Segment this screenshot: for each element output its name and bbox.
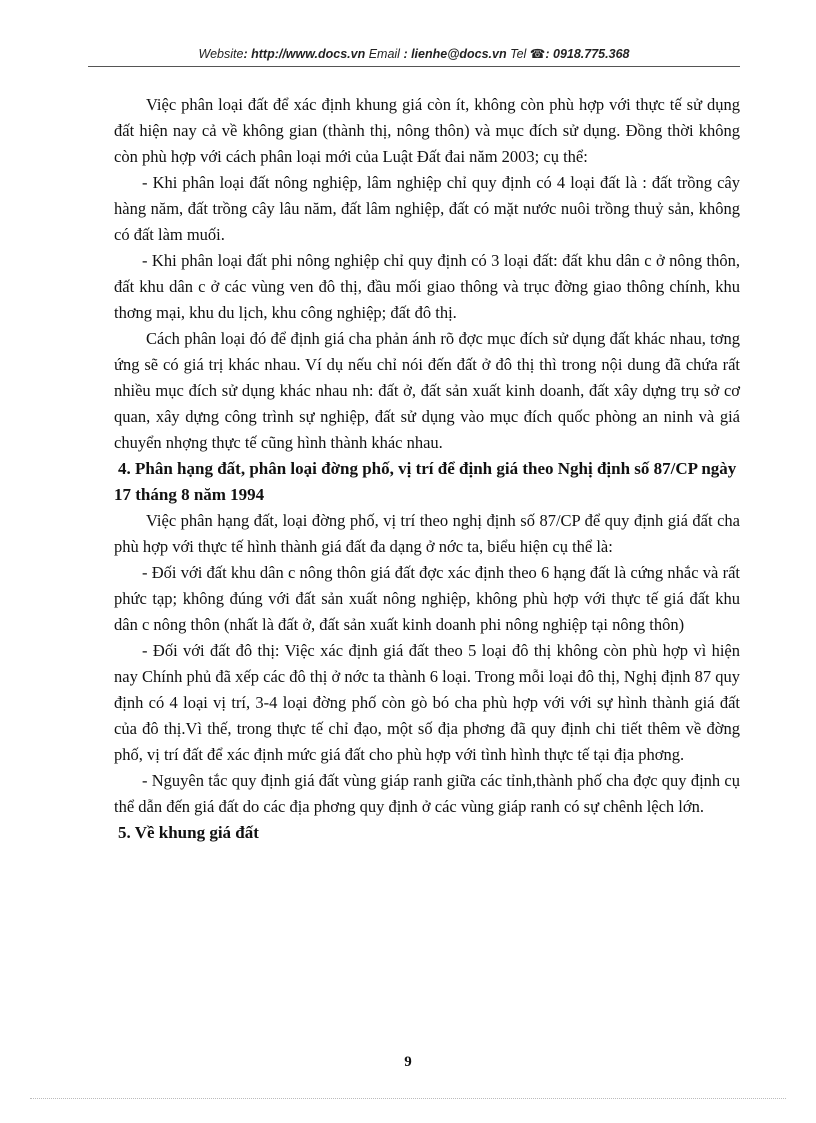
- paragraph: Việc phân loại đất để xác định khung giá còn ít, không còn phù hợp với thực tế sử dụng đất hiện nay cả về không gian (thành thị, nông thôn) và mục đích sử dụng. Đồng thời không còn phù hợp với cách phân loại mới của Luật Đất đai năm 2003; cụ thể:: [114, 95, 740, 166]
- paragraph: Cách phân loại đó để định giá cha phản ánh rõ đợc mục đích sử dụng đất khác nhau, tơng ứng sẽ có giá trị khác nhau. Ví dụ nếu chỉ nói đến đất ở đô thị thì trong nội dung đã chứa rất nhiều mục đích sử dụng khác nhau nh: đất ở, đất sản xuất kinh doanh, đất xây dựng trụ sở cơ quan, xây dựng công trình sự nghiệp, đất sử dụng vào mục đích quốc phòng an ninh và giá chuyển nhợng thực tế cũng hình thành khác nhau.: [114, 329, 740, 452]
- page-number: 9: [404, 1054, 412, 1070]
- paragraph: Việc phân hạng đất, loại đờng phố, vị trí theo nghị định số 87/CP để quy định giá đất cha phù hợp với thực tế hình thành giá đất đa dạng ở nớc ta, biểu hiện cụ thể là:: [114, 511, 740, 556]
- email-label: Email: [365, 47, 404, 61]
- bullet-paragraph: - Đối với đất khu dân c nông thôn giá đất đợc xác định theo 6 hạng đất là cứng nhắc và rất phức tạp; không đúng với đất sản xuất nông nghiệp, không phù hợp với thực tế giá đất khu dân c nông thôn (nhất là đất ở, đất sản xuất kinh doanh phi nông nghiệp tại nông thôn): [114, 563, 740, 634]
- website-label: Website: [198, 47, 244, 61]
- page-header: [88, 46, 740, 61]
- section-heading: 5. Về khung giá đất: [118, 823, 259, 842]
- footer-divider: [30, 1098, 786, 1099]
- bullet-paragraph: - Nguyên tắc quy định giá đất vùng giáp ranh giữa các tỉnh,thành phố cha đợc quy định cụ thể dẫn đến giá đất do các địa phơng quy định ở các vùng giáp ranh có sự chênh lệch lớn.: [114, 771, 740, 816]
- header-divider: [88, 66, 740, 67]
- bullet-paragraph: - Đối với đất đô thị: Việc xác định giá đất theo 5 loại đô thị không còn phù hợp vì hiện nay Chính phủ đã xếp các đô thị ở nớc ta thành 6 loại. Trong mỗi loại đô thị, Nghị định 87 quy định có 4 loại vị trí, 3-4 loại đờng phố còn gò bó cha phù hợp với với sự hình thành giá đất của đô thị.Vì thế, trong thực tế chỉ đạo, một số địa phơng đã quy định chi tiết thêm về đờng phố, vị trí đất để xác định mức giá đất cho phù hợp với tình hình thực tế tại địa phơng.: [114, 641, 740, 764]
- bullet-paragraph: - Khi phân loại đất phi nông nghiệp chỉ quy định có 3 loại đất: đất khu dân c ở nông thôn, đất khu dân c ở các vùng ven đô thị, đầu mối giao thông và trục đờng giao thông chính, khu thơng mại, khu du lịch, khu công nghiệp; đất đô thị.: [114, 251, 740, 322]
- website-url[interactable]: : http://www.docs.vn: [243, 47, 366, 61]
- bullet-paragraph: - Khi phân loại đất nông nghiệp, lâm nghiệp chỉ quy định có 4 loại đất là : đất trồng cây hàng năm, đất trồng cây lâu năm, đất lâm nghiệp, đất có mặt nước nuôi trồng thuỷ sản, không có đất làm muối.: [114, 173, 740, 244]
- tel-label: Tel: [506, 47, 530, 61]
- tel-value: ☎: 0918.775.368: [529, 47, 630, 61]
- document-body: [114, 92, 740, 846]
- email-value[interactable]: : lienhe@docs.vn: [403, 47, 507, 61]
- section-heading: 4. Phân hạng đất, phân loại đờng phố, vị trí để định giá theo Nghị định số 87/CP ngày 17 tháng 8 năm 1994: [114, 459, 737, 504]
